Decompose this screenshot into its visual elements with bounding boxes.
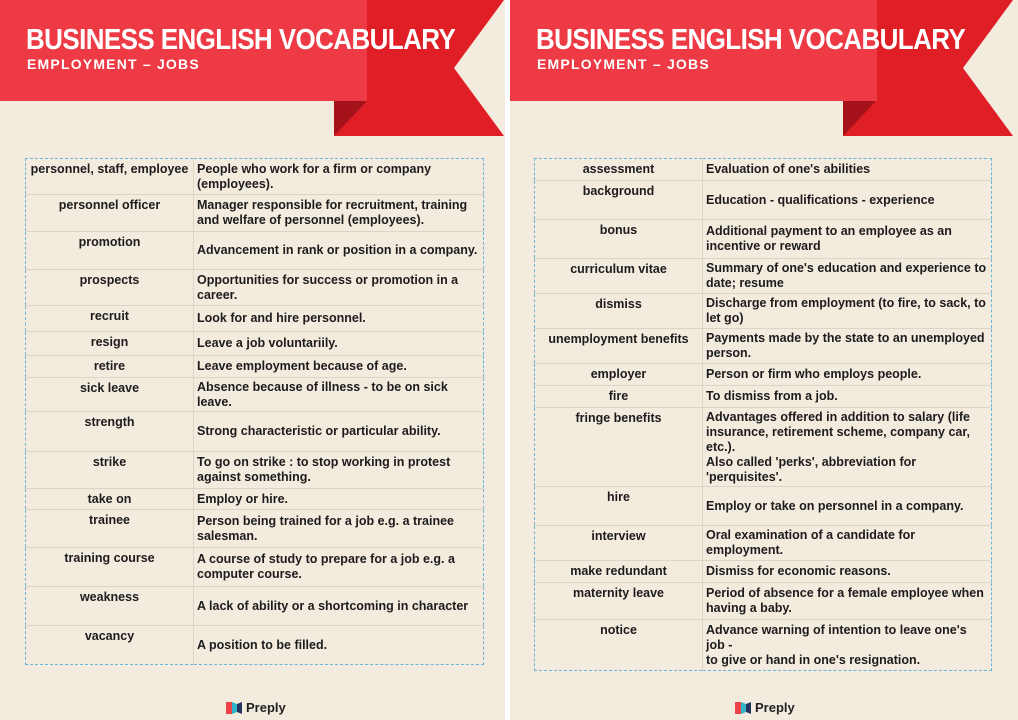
table-row (26, 356, 484, 378)
definition-cell: Oral examination of a candidate for employment. (703, 526, 992, 561)
table-row (535, 181, 992, 220)
term-cell: take on (26, 489, 194, 510)
term-cell: strike (26, 452, 194, 489)
term-cell: vacancy (26, 626, 194, 665)
definition-cell: To dismiss from a job. (703, 386, 992, 408)
definition-cell (703, 408, 992, 487)
definition-cell: Additional payment to an employee as an incentive or reward (703, 220, 992, 259)
preply-logo-icon (226, 701, 242, 715)
table-row (26, 270, 484, 306)
term-cell: fringe benefits (535, 408, 703, 487)
term-cell: prospects (26, 270, 194, 306)
table-row (26, 306, 484, 332)
definition-cell: Strong characteristic or particular ability. (194, 412, 484, 452)
definition-cell: Employ or hire. (194, 489, 484, 510)
vocab-card-left (0, 0, 505, 720)
table-row (535, 487, 992, 526)
brand-name: Preply (246, 700, 286, 715)
term-cell: dismiss (535, 294, 703, 329)
table-row (26, 510, 484, 548)
term-cell: background (535, 181, 703, 220)
definition-cell: People who work for a firm or company (employees). (194, 159, 484, 195)
definition-cell: Manager responsible for recruitment, training and welfare of personnel (employees). (194, 195, 484, 232)
definition-cell: Leave a job voluntariily. (194, 332, 484, 356)
term-cell: sick leave (26, 378, 194, 412)
table-row (535, 620, 992, 671)
definition-cell: Person or firm who employs people. (703, 364, 992, 386)
brand-name: Preply (755, 700, 795, 715)
table-row (535, 561, 992, 583)
definition-text: Advantages offered in addition to salary (life insurance, retirement scheme, company car, etc.). (706, 409, 971, 454)
term-cell: training course (26, 548, 194, 587)
title-banner (0, 0, 456, 101)
table-row (26, 548, 484, 587)
definition-cell: A course of study to prepare for a job e.g. a computer course. (194, 548, 484, 587)
table-row (26, 232, 484, 270)
definition-note: to give or hand in one's resignation. (706, 652, 921, 667)
term-cell: employer (535, 364, 703, 386)
table-row (26, 489, 484, 510)
definition-cell: Payments made by the state to an unemployed person. (703, 329, 992, 364)
card-title: BUSINESS ENGLISH VOCABULARY (536, 22, 966, 56)
definition-note: Also called 'perks', abbreviation for 'perquisites'. (706, 454, 917, 484)
term-cell: trainee (26, 510, 194, 548)
definition-cell: Opportunities for success or promotion in a career. (194, 270, 484, 306)
definition-text: Advance warning of intention to leave one's job - (706, 622, 967, 652)
definition-cell: Summary of one's education and experience to date; resume (703, 259, 992, 294)
card-title: BUSINESS ENGLISH VOCABULARY (26, 22, 456, 56)
table-row (535, 220, 992, 259)
definition-cell: Leave employment because of age. (194, 356, 484, 378)
table-row (26, 587, 484, 626)
definition-cell: To go on strike : to stop working in protest against something. (194, 452, 484, 489)
term-cell: hire (535, 487, 703, 526)
table-row (26, 626, 484, 665)
definition-cell: Dismiss for economic reasons. (703, 561, 992, 583)
definition-cell: Advancement in rank or position in a company. (194, 232, 484, 270)
definition-cell: Absence because of illness - to be on sick leave. (194, 378, 484, 412)
term-cell: unemployment benefits (535, 329, 703, 364)
title-banner (510, 0, 966, 101)
definition-cell: Education - qualifications - experience (703, 181, 992, 220)
table-row (26, 412, 484, 452)
term-cell: interview (535, 526, 703, 561)
definition-cell: Look for and hire personnel. (194, 306, 484, 332)
table-row (535, 159, 992, 181)
term-cell: weakness (26, 587, 194, 626)
vocab-card-right (510, 0, 1018, 720)
brand-logo (735, 700, 795, 715)
term-cell: personnel officer (26, 195, 194, 232)
definition-cell: Evaluation of one's abilities (703, 159, 992, 181)
table-row (535, 259, 992, 294)
term-cell: fire (535, 386, 703, 408)
table-row (535, 526, 992, 561)
table-row (26, 159, 484, 195)
term-cell: recruit (26, 306, 194, 332)
term-cell: personnel, staff, employee (26, 159, 194, 195)
term-cell: assessment (535, 159, 703, 181)
table-row (26, 378, 484, 412)
table-row (26, 195, 484, 232)
definition-cell: Person being trained for a job e.g. a trainee salesman. (194, 510, 484, 548)
term-cell: notice (535, 620, 703, 671)
definition-cell: Period of absence for a female employee when having a baby. (703, 583, 992, 620)
table-row (535, 329, 992, 364)
definition-cell: Employ or take on personnel in a company. (703, 487, 992, 526)
table-row (535, 364, 992, 386)
definition-cell: A lack of ability or a shortcoming in character (194, 587, 484, 626)
card-subtitle: EMPLOYMENT – JOBS (27, 56, 200, 72)
vocab-table (25, 158, 484, 665)
table-row (535, 583, 992, 620)
table-row (26, 332, 484, 356)
term-cell: strength (26, 412, 194, 452)
table-row (535, 386, 992, 408)
term-cell: retire (26, 356, 194, 378)
brand-logo (226, 700, 286, 715)
term-cell: promotion (26, 232, 194, 270)
term-cell: maternity leave (535, 583, 703, 620)
preply-logo-icon (735, 701, 751, 715)
table-row (26, 452, 484, 489)
term-cell: make redundant (535, 561, 703, 583)
table-row (535, 408, 992, 487)
term-cell: curriculum vitae (535, 259, 703, 294)
term-cell: resign (26, 332, 194, 356)
card-subtitle: EMPLOYMENT – JOBS (537, 56, 710, 72)
definition-cell (703, 620, 992, 671)
term-cell: bonus (535, 220, 703, 259)
table-row (535, 294, 992, 329)
vocab-table (534, 158, 992, 671)
definition-cell: Discharge from employment (to fire, to sack, to let go) (703, 294, 992, 329)
definition-cell: A position to be filled. (197, 637, 328, 652)
